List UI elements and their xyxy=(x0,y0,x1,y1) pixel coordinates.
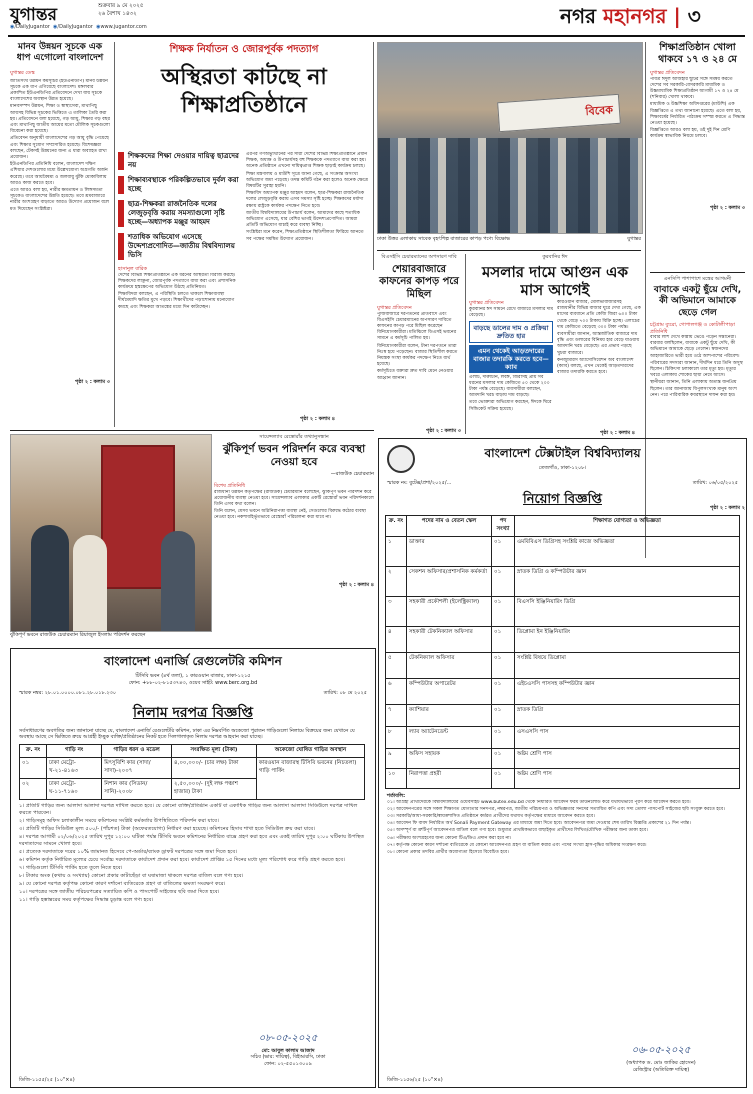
table-cell: ঢাকা মেট্রো-খ-২১-৪১৬৩ xyxy=(47,757,102,778)
left-story-byline: যুগান্তর ডেস্ক xyxy=(10,70,35,76)
social-link-3[interactable]: www.jugantor.com xyxy=(100,24,147,30)
inspection-photo xyxy=(10,434,212,632)
table-row xyxy=(386,727,740,749)
table-row xyxy=(386,653,740,679)
table-cell: ৮ xyxy=(386,727,407,749)
newspaper-logo: যুগান্তর xyxy=(10,5,57,25)
table-cell: ০১ xyxy=(20,757,47,778)
berc-signer-title: সচিব (ভার: দায়িত্ব), বিইআরসি, ঢাকা xyxy=(250,1054,326,1060)
butex-table xyxy=(385,515,740,789)
table-cell: ঢাকা মেট্রো-ঘ-১১-৭১৬০ xyxy=(47,778,102,799)
berc-date: তারিখ: ০৮ মে ২০২৫ xyxy=(323,690,367,696)
mid-center-story xyxy=(469,254,641,299)
photo-story-body: রাজধানী উন্নয়ন কর্তৃপক্ষের (রাজউক) চেয়ারম্যান বলেছেন, ঝুঁকিপূর্ণ ভবন পরিদর্শন করে প্রয়োজনীয় ব্যবস্থা নেওয়া হবে। সায়েন্সল্যাব এলাকার একটি রেস্তোরাঁ ভবন পরিদর্শনকালে তিনি এসব কথা বলেন। তিনি বলেন, যেসব ভবনে অগ্নিনিরাপত্তা ব্যবস্থা নেই, সেগুলোর বিরুদ্ধে কঠোর ব্যবস্থা নেওয়া হবে। নকশাবহির্ভূতভাবে রেস্তোরাঁ পরিচালনা করা যাবে না। xyxy=(214,489,374,521)
table-row xyxy=(386,537,740,567)
table-row xyxy=(386,705,740,727)
right-story-2-byline: চট্টগ্রাম ব্যুরো, গোপালগঞ্জ ও কোটালীপাড়া প্রতিনিধি xyxy=(650,322,735,335)
right-story-2-kicker: এনসিপি পাশাপাশে মন্ত্রের আগমনী xyxy=(663,276,732,282)
header-rule xyxy=(8,35,745,37)
table-cell: কম্পিউটার অপারেটর xyxy=(407,679,492,705)
butex-terms-title: শর্তাবলি: xyxy=(387,793,406,799)
table-cell: ৭ xyxy=(386,705,407,727)
berc-signature: ০৮-০৫-২০২৫ xyxy=(258,1032,318,1044)
lead-body-2: এরপর গণঅভ্যুত্থানের পর সারা দেশের বিভিন্ন শিক্ষাপ্রতিষ্ঠানে প্রধান শিক্ষক, অধ্যক্ষ ও উপাচার্যসহ বহু শিক্ষককে পদত্যাগে বাধ্য করা হয়। অনেক প্রতিষ্ঠানে এখনো দায়িত্বপ্রাপ্ত শিক্ষক ছাড়াই কার্যক্রম চলছে। শিক্ষা মন্ত্রণালয় ও মাউশি সূত্রে জানা গেছে, এ সংক্রান্ত অসংখ্য অভিযোগ জমা পড়েছে। তদন্ত কমিটি গঠন করা হলেও অনেক ক্ষেত্রে বিষয়টির সুরাহা হয়নি। শিক্ষাবিদ অধ্যাপক মঞ্জুর আহমদ বলেন, ছাত্র-শিক্ষকরা রাজনৈতিক দলের লেজুড়বৃত্তি করায় এসব সমস্যা সৃষ্টি হচ্ছে। শিক্ষকদের মর্যাদা রক্ষায় রাষ্ট্রকে কার্যকর পদক্ষেপ নিতে হবে। জাতীয় বিশ্ববিদ্যালয়ের উপাচার্য বলেন, আমাদের কাছে শতাধিক অভিযোগ এসেছে, যার বেশির ভাগই উদ্দেশ্যপ্রণোদিত। আমরা প্রতিটি অভিযোগ যাচাই করে ব্যবস্থা নিচ্ছি। সংশ্লিষ্টরা মনে করেন, শিক্ষাপ্রতিষ্ঠানে স্থিতিশীলতা ফিরিয়ে আনতে সব পক্ষের সমন্বিত উদ্যোগ প্রয়োজন। xyxy=(246,152,369,242)
photo-story-kicker: সায়েন্সল্যাব রেস্তোরাঁর তথ্যানুসন্ধান xyxy=(259,434,329,440)
table-header-cell: গাড়ি নং xyxy=(47,744,102,757)
table-cell: স্নাতক ডিগ্রি xyxy=(515,705,740,727)
table-cell: ল্যাব অ্যাটেনডেন্ট xyxy=(407,727,492,749)
table-row xyxy=(386,627,740,653)
berc-notice xyxy=(10,648,376,1088)
mid-left-body: পুঁজিবাজারে দরপতনের প্রতিবাদে এবং বিএসইসি চেয়ারম্যানের অপসারণ দাবিতে কাফনের কাপড় পরে মিছিল করেছেন বিনিয়োগকারীরা। মতিঝিলে ডিএসই ভবনের সামনে এ কর্মসূচি পালিত হয়। বিনিয়োগকারীরা বলেন, টানা দরপতনে তারা নিঃস্ব হয়ে পড়েছেন। বাজার স্থিতিশীল করতে নিয়ন্ত্রক সংস্থা কার্যকর পদক্ষেপ নিতে ব্যর্থ হয়েছে। কর্মসূচিতে বক্তারা দ্রুত দাবি মেনে নেওয়ার আহ্বান জানান। xyxy=(377,311,458,381)
left-story-title: মানব উন্নয়ন সূচকে এক ধাপ এগোলো বাংলাদেশ xyxy=(16,42,104,63)
table-cell: সেকশন অফিসার/প্রশাসনিক কর্মকর্তা xyxy=(407,567,492,597)
right-story-title: শিক্ষাপ্রতিষ্ঠান খোলা থাকবে ১৭ ও ২৪ মে xyxy=(658,42,737,65)
table-cell: ডিপ্লোমা ইন ইঞ্জিনিয়ারিং xyxy=(515,627,740,653)
table-cell: কারওয়ান বাজারস্থ টিসিবি ভবনের (নিচতলা) গাড়ি পার্কিং xyxy=(256,757,364,799)
butex-signer-title: রেজিস্ট্রার (অতিরিক্ত দায়িত্ব) xyxy=(632,1066,690,1073)
mid-center-body-1: কুরবানির ঈদ সামনে রেখে বাজারে মসলার দাম বেড়েছে। xyxy=(469,306,553,318)
top-photo-caption xyxy=(377,236,641,243)
table-row xyxy=(386,567,740,597)
berc-ad-code: ডিজি-১১৫৫/২৫ (১০"×৪) xyxy=(19,1076,75,1083)
protest-banner xyxy=(497,94,621,132)
berc-terms: ১। প্রতিটি গাড়ির জন্য আলাদা আলাদা দরপত্র দাখিল করতে হবে। যে কোনো ব্যক্তি/প্রতিষ্ঠান একটি বা একাধিক গাড়ির জন্য আলাদা আলাদা সিডিউলে দরপত্র দাখিল করতে পারবেন। ২। গাড়িসমূহ অফিস চলাকালীন সময়ে কমিশনের সংশ্লিষ্ট কর্মকর্তার উপস্থিতিতে পরিদর্শন করা যাবে। ৩। প্রতিটি গাড়ির সিডিউল মূল্য ৫০০/- (পাঁচশত) টাকা (অফেরতযোগ্য) নির্ধারণ করা হয়েছে। কমিশনের হিসাব শাখা হতে সিডিউল ক্রয় করা যাবে। ৪। দরপত্র আগামী ০২/০৬/২০২৫ তারিখ দুপুর ১২:০০ ঘটিকা পর্যন্ত টিসিবি ভবনে কমিশনের নির্ধারিত বাক্সে গ্রহণ করা হবে এবং একই তারিখ দুপুর ২:০০ ঘটিকায় উপস্থিত দরদাতাদের সামনে খোলা হবে। ৫। প্রত্যেক দরদাতাকে দরের ১০% জামানত হিসেবে পে-অর্ডার/ব্যাংক ড্রাফট দরপত্রের সঙ্গে জমা দিতে হবে। ৬। কমিশন কর্তৃক নির্ধারিত মূল্যের চেয়ে সর্বোচ্চ দরদাতাকে কার্যাদেশ প্রদান করা হবে। কার্যাদেশ প্রাপ্তির ১৫ দিনের মধ্যে মূল্য পরিশোধ করে গাড়ি গ্রহণ করতে হবে। ৭। গাড়িগুলো টিসিবি পার্কিং হতে তুলে নিতে হবে। ৮। টাকার অংক (কথায় ও সংখ্যায়) কোনো প্রকার কাটাছেঁড়া বা ঘষামাজা থাকলে দরপত্র বাতিল বলে গণ্য হবে। ৯। যে কোনো দরপত্র কর্তৃপক্ষ কোনো কারণ দর্শানো ব্যতিরেকে গ্রহণ বা বাতিলের ক্ষমতা সংরক্ষণ করে। ১০। দরপত্রের সঙ্গে জাতীয় পরিচয়পত্রের সত্যায়িত কপি ও পাসপোর্ট সাইজের ছবি জমা দিতে হবে। ১১। গাড়ি হস্তান্তরের সময় কর্তৃপক্ষের সিদ্ধান্ত চূড়ান্ত বলে গণ্য হবে। xyxy=(19,802,365,903)
left-story-body: জাতিসংঘ উন্নয়ন কর্মসূচির (ইউএনডিপি) মানব উন্নয়ন সূচকে এক ধাপ এগিয়েছে বাংলাদেশ। মঙ্গলবার প্রকাশিত ইউএনডিপির প্রতিবেদনে দেখা যায় সূচকে বাংলাদেশের অবস্থান উন্নত হয়েছে। মানবসম্পদ উন্নয়ন, শিক্ষা ও স্বাস্থ্যসেবা, মাথাপিছু আয়সহ বিভিন্ন সূচকের ভিত্তিতে এ তালিকা তৈরি করা হয়। প্রতিবেদনে বলা হয়েছে, গড় আয়ু, শিক্ষার গড় বছর এবং মাথাপিছু জাতীয় আয়ের মতো মৌলিক সূচকগুলো বিবেচনা করা হয়েছে। প্রতিবেদন অনুযায়ী বাংলাদেশের গড় আয়ু বৃদ্ধি পেয়েছে এবং শিক্ষার সুযোগ সম্প্রসারিত হয়েছে। বিশেষজ্ঞরা বলছেন, টেকসই উন্নয়নের জন্য এ ধারা অব্যাহত রাখা প্রয়োজন। ইউএনডিপির প্রতিনিধি বলেন, বাংলাদেশ দক্ষিণ এশিয়ার দেশগুলোর মধ্যে উল্লেখযোগ্য অগ্রগতি অর্জন করেছে। তবে আয়বৈষম্য ও জলবায়ু ঝুঁকি মোকাবিলায় আরও কাজ করতে হবে। এতে আরও বলা হয়, নারীর ক্ষমতায়ন ও লিঙ্গসমতা সূচকেও বাংলাদেশের উন্নতি হয়েছে। তবে শ্রমবাজারে নারীর অংশগ্রহণ বাড়াতে আরও উদ্যোগ প্রয়োজন বলে মত দিয়েছেন সংশ্লিষ্টরা। xyxy=(10,78,110,212)
table-row xyxy=(20,757,365,778)
table-cell: এসএসসি পাস xyxy=(515,727,740,749)
butex-memo: স্মারক নং: বুটেক্স/প্রশা/২০২৫/... xyxy=(387,479,452,486)
butex-title: নিয়োগ বিজ্ঞপ্তি xyxy=(523,492,602,507)
lead-story xyxy=(118,42,370,119)
table-cell: ০১ xyxy=(492,749,515,769)
left-story-continued: পৃষ্ঠা ২ : কলাম ৩ xyxy=(74,378,110,385)
table-cell: সহকারী প্রকৌশলী (ইলেক্ট্রিক্যাল) xyxy=(407,597,492,627)
table-cell: এমবিবিএস ডিগ্রিসহ সংশ্লিষ্ট কাজে অভিজ্ঞতা xyxy=(515,537,740,567)
butex-memo-line xyxy=(387,480,738,487)
berc-title: নিলাম দরপত্র বিজ্ঞপ্তি xyxy=(133,704,253,721)
table-cell: ৯ xyxy=(386,749,407,769)
table-cell: ০১ xyxy=(492,679,515,705)
mid-center-body-2: এলাচ, দারুচিনি, লবঙ্গ, জিরাসহ প্রায় সব ধরনের মসলার দাম কেজিতে ৫০ থেকে ২০০ টাকা পর্যন্ত বেড়েছে। ব্যবসায়ীরা বলছেন, আমদানি খরচ বাড়ায় দাম বাড়ছে। তবে ভোক্তারা অভিযোগ করছেন, ঈদকে ঘিরে সিন্ডিকেট সক্রিয় হয়েছে। xyxy=(469,374,552,412)
table-cell: সংশ্লিষ্ট বিষয়ে ডিপ্লোমা xyxy=(515,653,740,679)
right-story-2-body: বাবার লাশ দেখে কান্নায় ভেঙে পড়েন সন্তানেরা। বারবার বলছিলেন, বাবাকে একটু ছুঁয়ে দেখি, কী অভিমানে আমাকে ছেড়ে গেলেন। স্বজনদের আহাজারিতে ভারী হয়ে ওঠে আশপাশের পরিবেশ। পরিবারের সদস্যরা জানান, দীর্ঘদিন ধরে তিনি অসুস্থ ছিলেন। চিকিৎসা চলাকালে তার মৃত্যু হয়। মৃত্যুর খবরে এলাকায় শোকের ছায়া নেমে আসে। স্থানীয়রা জানান, তিনি এলাকায় অত্যন্ত জনপ্রিয় ছিলেন। তার জানাজায় বিপুলসংখ্যক মানুষ অংশ নেন। পরে পারিবারিক কবরস্থানে দাফন করা হয়। xyxy=(650,335,743,398)
butex-org: বাংলাদেশ টেক্সটাইল বিশ্ববিদ্যালয় xyxy=(484,446,641,460)
berc-address: টিসিবি ভবন (৪র্থ তলা), ১ কারওয়ান বাজার, ঢাকা-১২১৫ xyxy=(135,673,251,679)
table-cell: অষ্টম শ্রেণি পাস xyxy=(515,749,740,769)
section-title-1: নগর xyxy=(560,4,597,28)
table-row xyxy=(386,749,740,769)
crowd-shape xyxy=(378,138,642,233)
table-cell: ০১ xyxy=(492,627,515,653)
photo-story-byline: বিশেষ প্রতিনিধি xyxy=(214,483,246,489)
column-rule-4 xyxy=(465,254,466,434)
table-cell: ২,৫০,০০০/- (দুই লক্ষ পঞ্চাশ হাজার) টাকা xyxy=(172,778,257,799)
table-cell: ১ xyxy=(386,537,407,567)
butex-terms: ০১। আগ্রহী প্রার্থীদেরকে বিশ্ববিদ্যালয়ের ওয়েবসাইট www.butex.edu.bd থেকে নির্ধারিত আবেদন ফরম ডাউনলোড করে যথাযথভাবে পূরণ করে আবেদন করতে হবে। ০২। আবেদনপত্রের সঙ্গে সকল শিক্ষাগত যোগ্যতার সনদপত্র, নম্বরপত্র, জাতীয় পরিচয়পত্র ও অভিজ্ঞতার সনদের সত্যায়িত কপি এবং সদ্য তোলা পাসপোর্ট সাইজের ছবি সংযুক্ত করতে হবে। ০৩। সরকারি/আধা-সরকারি/স্বায়ত্তশাসিত প্রতিষ্ঠানে কর্মরত প্রার্থীদের যথাযথ কর্তৃপক্ষের মাধ্যমে আবেদন করতে হবে। ০৪। আবেদন ফি বাবদ নির্ধারিত অর্থ Sonali Payment Gateway এর মাধ্যমে জমা দিতে হবে। আবেদনপত্র জমা দেওয়ার শেষ তারিখ বিজ্ঞপ্তি প্রকাশের ২১ দিন পর্যন্ত। ০৫। অসম্পূর্ণ বা ত্রুটিপূর্ণ আবেদনপত্র বাতিল বলে গণ্য হবে। শুধুমাত্র প্রাথমিকভাবে বাছাইকৃত প্রার্থীদের লিখিত/মৌখিক পরীক্ষার জন্য ডাকা হবে। ০৬। পরীক্ষায় অংশগ্রহণের জন্য কোনো টিএ/ডিএ প্রদান করা হবে না। ০৭। কর্তৃপক্ষ কোনো কারণ দর্শানো ব্যতিরেকে যে কোনো আবেদনপত্র গ্রহণ বা বাতিল করার এবং পদের সংখ্যা হ্রাস-বৃদ্ধির অধিকার সংরক্ষণ করে। ০৮। কোনো প্রকার তদবির প্রার্থীর অযোগ্যতা হিসেবে বিবেচিত হবে। xyxy=(387,799,725,855)
mid-rule xyxy=(377,250,641,251)
table-cell: ৫ xyxy=(386,653,407,679)
mid-center-continued: পৃষ্ঠা ২ : কলাম ৪ xyxy=(600,430,636,436)
table-cell: ০১ xyxy=(492,597,515,627)
right-story-2-continued: পৃষ্ঠা ২ : কলাম ২ xyxy=(709,505,745,511)
photo-story-text xyxy=(214,434,374,588)
photo-story-headline: ঝুঁকিপূর্ণ ভবন পরিদর্শন করে ব্যবস্থা নেওয়া হবে xyxy=(222,442,366,468)
top-photo-caption-text: ঢাকা উত্তর এলাকায় সাবেক বৃহৎশিল্প বাজারের কাপড় পণ্যে বিক্ষোভ xyxy=(377,236,511,242)
header-date-2: ২৬ বৈশাখ ১৪৩২ xyxy=(98,11,137,17)
lead-body-1: দেশের বিভিন্ন শিক্ষাপ্রতিষ্ঠানে এক ধরনের অস্থিরতা বিরাজ করছে। শিক্ষকদের লাঞ্ছনা, জোরপূর্বক পদত্যাগে বাধ্য করা এবং প্রশাসনিক কার্যক্রমে হস্তক্ষেপের অভিযোগ উঠছে প্রতিনিয়ত। শিক্ষাবিদরা বলছেন, এ পরিস্থিতি চলতে থাকলে শিক্ষাব্যবস্থা দীর্ঘমেয়াদি ক্ষতির মুখে পড়বে। শিক্ষার্থীদের পড়াশোনায় মনোযোগ কমছে এবং শিক্ষকরা আতঙ্কের মধ্যে দিন কাটাচ্ছেন। xyxy=(118,272,236,310)
column-rule-2 xyxy=(373,42,374,270)
photo-story-continued: পৃষ্ঠা ২ : কলাম ৪ xyxy=(338,581,374,588)
facebook-icon: ◉ xyxy=(10,24,15,30)
right-story-continued: পৃষ্ঠা ২ : কলাম ৩ xyxy=(709,204,745,211)
table-cell: বিএসসি ইঞ্জিনিয়ারিং ডিগ্রি xyxy=(515,597,740,627)
lead-continued: পৃষ্ঠা ২ : কলাম ৪ xyxy=(300,416,336,422)
butex-date: তারিখ: ০৬/০৫/২০২৫ xyxy=(692,479,738,486)
berc-signer: মো: আবুল কালাম আজাদ xyxy=(261,1047,315,1054)
butex-signer: (অধ্যাপক ড. মোঃ জাকির হোসেন) xyxy=(626,1060,696,1066)
butex-address: তেজগাঁও, ঢাকা-১২০৮। xyxy=(538,465,587,471)
table-cell: ৬ xyxy=(386,679,407,705)
bullet-item: শিক্ষকদের শিক্ষা দেওয়ার দায়িত্ব ছাত্রদের নয় xyxy=(118,152,240,170)
table-header-cell: অকেজো ঘোষিত গাড়ির অবস্থান xyxy=(256,744,364,757)
table-cell: ডাক্তার xyxy=(407,537,492,567)
berc-table xyxy=(19,744,365,800)
mid-left-story xyxy=(377,254,461,434)
table-cell: নিশান কার (সিডান/সানি)-২০০৮ xyxy=(102,778,172,799)
butex-ad-code: ডিজি-১১৫৬/২৫ (১০"×৪) xyxy=(387,1076,443,1083)
photo-story-rule xyxy=(10,430,374,431)
social-link-1[interactable]: /DailyJugantor xyxy=(14,24,50,30)
social-link-2[interactable]: /DailyJugantor xyxy=(57,24,93,30)
berc-signer-phone: ফোন: ০২-৫৫০১৩০০৯ xyxy=(264,1060,312,1067)
people-shape-3 xyxy=(161,531,195,631)
berc-intro: সর্বসাধারণের অবগতির জন্য জানানো যাচ্ছে যে, বাংলাদেশ এনার্জি রেগুলেটরি কমিশন, ঢাকা এর নিম্নবর্ণিত অকেজো পুরাতন গাড়িগুলো নিলামে বিক্রয়ের জন্য যেখানে যে অবস্থায় আছে সে ভিত্তিতে ক্রয়ে আগ্রহী ইচ্ছুক ব্যক্তি/প্রতিষ্ঠানের নিকট হতে সিলগালাকৃত নিলাম দরপত্র আহবান করা যাচ্ছে। xyxy=(19,727,355,740)
people-shape-1 xyxy=(31,525,69,631)
table-header-cell: সংরক্ষিত মূল্য (টাকা) xyxy=(172,744,257,757)
table-cell: ক্যাশিয়ার xyxy=(407,705,492,727)
twitter-icon: ◉ xyxy=(53,24,58,30)
protest-banner-text: বিবেক xyxy=(585,103,614,119)
bullet-item: শতাধিক অভিযোগ এসেছে উদ্দেশ্যপ্রণোদিত—জাতীয় বিশ্ববিদ্যালয় ভিসি xyxy=(118,233,240,260)
table-cell: অষ্টম শ্রেণি পাস xyxy=(515,769,740,789)
berc-org: বাংলাদেশ এনার্জি রেগুলেটরি কমিশন xyxy=(104,654,282,668)
berc-memo-line xyxy=(19,690,367,697)
butex-logo xyxy=(387,445,415,473)
bullet-item: ছাত্র-শিক্ষকরা রাজনৈতিক দলের লেজুড়বৃত্তি করায় সমস্যাগুলো সৃষ্টি হচ্ছে—অধ্যাপক মঞ্জুর আহমদ xyxy=(118,200,240,227)
table-row xyxy=(386,679,740,705)
column-rule-1 xyxy=(114,42,115,427)
photo-story-caption: ঝুঁকিপূর্ণ ভবনে রাজউক চেয়ারম্যান রিয়াজুল ইসলাম পরিদর্শন করছেন xyxy=(10,632,146,638)
table-cell: অফিস সহায়ক xyxy=(407,749,492,769)
table-cell: ০১ xyxy=(492,769,515,789)
table-cell: মিৎসুবিশি কার (সাদা/সাদা)-২০০৭ xyxy=(102,757,172,778)
masthead xyxy=(0,0,753,36)
butex-signature: ০৬-০৫-২০২৫ xyxy=(631,1045,691,1056)
protest-photo xyxy=(377,42,643,234)
table-cell: ১০ xyxy=(386,769,407,789)
table-row xyxy=(386,769,740,789)
table-header-cell: গাড়ির ধরন ও মডেল xyxy=(102,744,172,757)
mid-center-headline: মসলার দামে আগুন এক মাস আগেই xyxy=(482,262,628,299)
header-date-1: শুক্রবার ৯ মে ২০২৫ xyxy=(98,3,144,9)
table-header-cell: শিক্ষাগত যোগ্যতা ও অভিজ্ঞতা xyxy=(515,516,740,537)
highlight-box-2: এমন থেকেই আড়তদারের বাজার তদারকি করতে হবে—ক্যাব xyxy=(469,345,553,373)
berc-signature-block xyxy=(213,1031,363,1068)
table-header-row xyxy=(386,516,740,537)
table-cell: এইচএসসি পাসসহ কম্পিউটার জ্ঞান xyxy=(515,679,740,705)
table-cell: ২ xyxy=(386,567,407,597)
mid-center-byline: যুগান্তর প্রতিবেদন xyxy=(469,300,504,306)
right-rule-1 xyxy=(650,272,745,273)
web-icon: ◉ xyxy=(96,24,101,30)
table-header-cell: ক্র. নং xyxy=(20,744,47,757)
table-cell: ০১ xyxy=(492,653,515,679)
mid-left-headline: শেয়ারবাজারে কাফনের কাপড় পরে মিছিল xyxy=(379,263,459,300)
lead-byline: হাসানুল বারিক xyxy=(118,266,148,272)
table-row xyxy=(386,597,740,627)
bullet-item: শিক্ষাব্যবস্থাকে পরিকল্পিতভাবে দুর্বল করা হচ্ছে xyxy=(118,176,240,194)
mid-left-byline: যুগান্তর প্রতিবেদন xyxy=(377,305,412,311)
butex-signature-block xyxy=(586,1043,736,1073)
section-title-2: মহানগর xyxy=(603,4,667,28)
mid-center-kicker: কুরবানির ঈদ xyxy=(542,254,568,260)
table-cell: ০১ xyxy=(492,705,515,727)
table-header-row xyxy=(20,744,365,757)
table-cell: ০১ xyxy=(492,727,515,749)
table-cell: স্নাতক ডিগ্রি ও কম্পিউটার জ্ঞান xyxy=(515,567,740,597)
table-header-cell: পদ সংখ্যা xyxy=(492,516,515,537)
people-shape-2 xyxy=(73,535,107,631)
lead-kicker: শিক্ষক নির্যাতন ও জোরপূর্বক পদত্যাগ xyxy=(169,44,319,55)
left-story xyxy=(10,42,110,385)
photo-story-quote-by: —রাজউক চেয়ারম্যান xyxy=(330,470,374,477)
butex-notice xyxy=(378,438,747,1088)
table-cell: টেকনিক্যাল অফিসার xyxy=(407,653,492,679)
right-story-byline: যুগান্তর প্রতিবেদন xyxy=(650,70,685,76)
mid-left-kicker: বিএসইসি চেয়ারম্যানের অপসারণ দাবি xyxy=(381,254,457,260)
table-cell: ০২ xyxy=(20,778,47,799)
mid-center-left-col xyxy=(469,300,553,441)
table-cell: ০১ xyxy=(492,567,515,597)
lead-bullets xyxy=(118,152,240,363)
page-number: ৩ xyxy=(687,4,701,28)
table-cell: সহকারী টেকনিক্যাল অফিসার xyxy=(407,627,492,653)
table-cell: ৪ xyxy=(386,627,407,653)
berc-memo: স্মারক নম্বর: ২৮.০১.০০০০.০৮১.২৮.০১৮.২৩০ xyxy=(19,690,117,696)
top-photo-credit: যুগান্তর xyxy=(627,236,641,242)
mid-left-continued: পৃষ্ঠা ২ : কলাম ৩ xyxy=(425,427,461,434)
table-cell: নিরাপত্তা প্রহরী xyxy=(407,769,492,789)
right-story-2-headline: বাবাকে একটু ছুঁয়ে দেখি, কী অভিমানে আমাকে ছেড়ে গেল xyxy=(653,284,742,318)
table-header-cell: পদের নাম ও বেতন স্কেল xyxy=(407,516,492,537)
table-cell: ৪,০০,০০০/- (চার লক্ষ) টাকা xyxy=(172,757,257,778)
lead-headline: অস্থিরতা কাটছে না শিক্ষাপ্রতিষ্ঠানে xyxy=(161,64,327,118)
section-title: নগর মহানগর | ৩ xyxy=(560,4,701,28)
highlight-box-1: বাড়ছে ডালের দাম ও প্রক্রিয়া দ্রুতিত হার xyxy=(469,321,553,343)
table-cell: ৩ xyxy=(386,597,407,627)
social-links xyxy=(10,24,147,30)
right-story-body: পবিত্র ঈদুল আজহার ছুটির সঙ্গে সমন্বয় করতে দেশের সব সরকারি-বেসরকারি মাধ্যমিক ও উচ্চমাধ্যমিক শিক্ষাপ্রতিষ্ঠান আগামী ১৭ ও ২৪ মে (শনিবার) খোলা থাকবে। মাধ্যমিক ও উচ্চশিক্ষা অধিদপ্তরের (মাউশি) এক বিজ্ঞপ্তিতে এ তথ্য জানানো হয়েছে। এতে বলা হয়, শিক্ষাবর্ষের নির্ধারিত পাঠ্যক্রম সম্পন্ন করতে এ সিদ্ধান্ত নেওয়া হয়েছে। বিজ্ঞপ্তিতে আরও বলা হয়, ওই দুই দিন শ্রেণি কার্যক্রম স্বাভাবিক নিয়মে চলবে। xyxy=(650,76,745,140)
berc-contact: ফোন: +৮৮-০২-৮১৫৩৭৪৩, ওয়েব সাইট: www.berc.org.bd xyxy=(128,679,258,686)
right-story xyxy=(650,42,745,211)
table-cell: ০১ xyxy=(492,537,515,567)
mid-center-body-3: কারওয়ান বাজার, মৌলভীবাজারসহ রাজধানীর বিভিন্ন বাজার ঘুরে দেখা গেছে, এক মাসের ব্যবধানে প্রতি কেজি জিরা ৬০০ টাকা থেকে বেড়ে ৭০০ টাকায় বিক্রি হচ্ছে। এলাচের দাম কেজিতে বেড়েছে ৩০০ টাকা পর্যন্ত। ব্যবসায়ীরা জানান, আন্তর্জাতিক বাজারে দাম বৃদ্ধি এবং ডলারের বিনিময় হার বেড়ে যাওয়ায় আমদানি খরচ বেড়েছে। এর প্রভাব পড়ছে খুচরা বাজারে। কনজ্যুমারস অ্যাসোসিয়েশন অব বাংলাদেশ (ক্যাব) বলছে, এখন থেকেই আড়তদারদের বাজার তদারকি করতে হবে। xyxy=(557,300,641,376)
table-header-cell: ক্র. নং xyxy=(386,516,407,537)
